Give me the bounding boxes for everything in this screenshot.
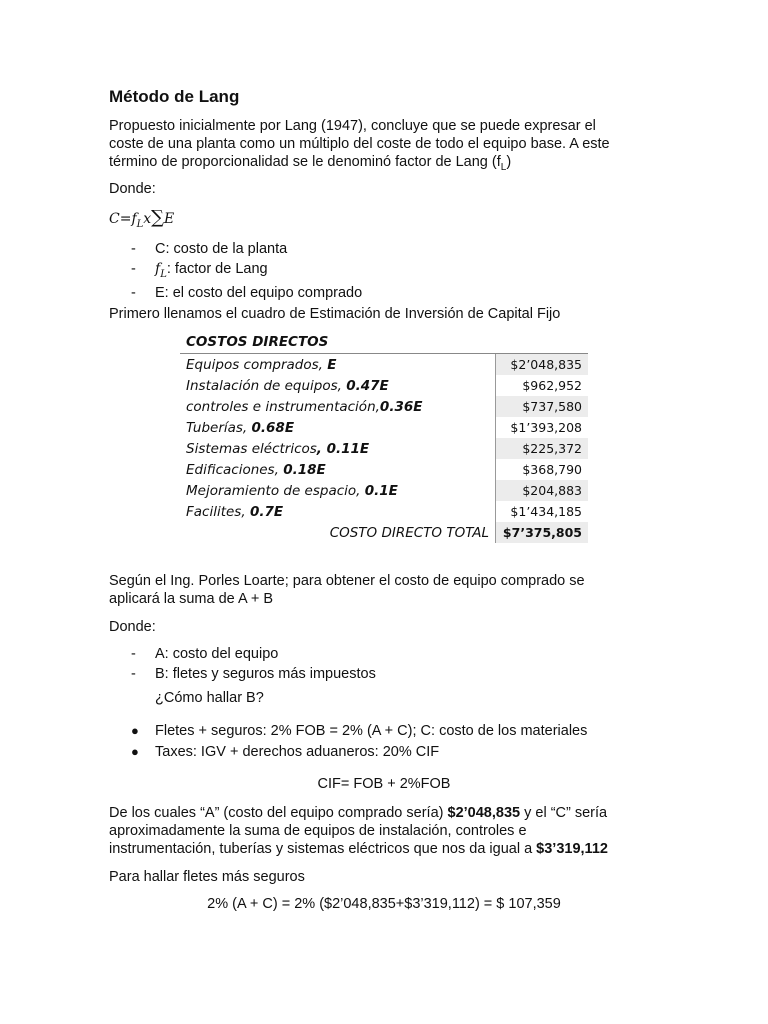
fletes-formula: 2% (A + C) = 2% ($2’048,835+$3’319,112) = $ 107,359 <box>207 896 561 912</box>
intro-paragraph: Propuesto inicialmente por Lang (1947), concluye que se puede expresar el coste de una planta como un múltiplo del coste de todo el equipo base. A este término de proporcionalidad se le denominó factor de Lang $(f_L)$ <box>109 118 610 173</box>
cif-formula: CIF= FOB + 2%FOB <box>317 776 451 792</box>
table-row: controles e instrumentación,0.36E $737,580 <box>180 396 588 417</box>
list-item: ● Fletes + seguros: 2% FOB = 2% (A + C); C: costo de los materiales <box>131 723 588 739</box>
table-row: Equipos comprados, E $2’048,835 <box>180 354 588 376</box>
table-row: Instalación de equipos, 0.47E $962,952 <box>180 375 588 396</box>
list-item: - $f_L$: factor de Lang <box>131 260 268 280</box>
list-item: - E: el costo del equipo comprado <box>131 284 363 301</box>
fletes-label: Para hallar fletes más seguros <box>109 869 305 885</box>
cost-table <box>180 331 588 543</box>
porles-paragraph: Según el Ing. Porles Loarte; para obtener el costo de equipo comprado se aplicará la suma de A + B <box>109 573 585 607</box>
table-row: Edificaciones, 0.18E $368,790 <box>180 459 588 480</box>
table-row: Tuberías, 0.68E $1’393,208 <box>180 417 588 438</box>
list-item: - A: costo del equipo <box>131 646 279 662</box>
ab-list <box>109 645 376 684</box>
list-item: ● Taxes: IGV + derechos aduaneros: 20% CIF <box>131 743 440 760</box>
table-row: Facilites, 0.7E $1’434,185 <box>180 501 588 522</box>
page-title: Método de Lang <box>109 87 240 106</box>
conclusion-paragraph: De los cuales “A” (costo del equipo comprado sería) $2’048,835 y el “C” sería aproximadamente la suma de equipos de instalación, controles e instrumentación, tuberías y sistemas eléctricos que nos da igual a $3’319,112 <box>109 805 608 857</box>
table-header: COSTOS DIRECTOS <box>180 331 588 354</box>
list-item: - B: fletes y seguros más impuestos <box>131 665 376 682</box>
table-row: Sistemas eléctricos, 0.11E $225,372 <box>180 438 588 459</box>
formula: $C=f_Lx\sum E$ <box>109 207 175 230</box>
donde-label-1: Donde: <box>109 181 156 197</box>
table-row: Mejoramiento de espacio, 0.1E $204,883 <box>180 480 588 501</box>
definitions-list <box>109 240 362 303</box>
list-item: - C: costo de la planta <box>131 241 288 257</box>
donde-label-2: Donde: <box>109 619 156 635</box>
bullet-list <box>109 721 587 762</box>
table-total-row: COSTO DIRECTO TOTAL $7’375,805 <box>180 522 588 543</box>
how-question: ¿Cómo hallar B? <box>155 690 264 706</box>
table-intro: Primero llenamos el cuadro de Estimación de Inversión de Capital Fijo <box>109 306 561 322</box>
